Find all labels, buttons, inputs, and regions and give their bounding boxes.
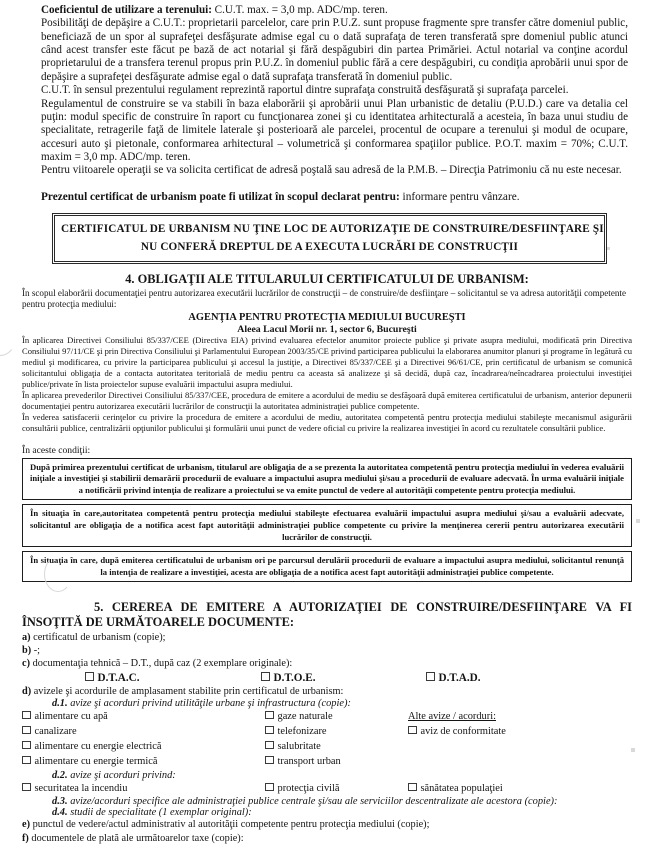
checkbox-water-supply-label: alimentare cu apă: [34, 711, 108, 723]
sub-item-d2-label: d.2.: [52, 770, 68, 782]
section-5-heading-line-1: 5. CEREREA DE EMITERE A AUTORIZAŢIEI DE CONSTRUIRE/DESFIINŢARE VA FI: [94, 600, 632, 615]
document-item-f-text: documentele de plată ale următoarelor taxe (copie):: [28, 832, 244, 844]
document-item-d: [22, 685, 632, 698]
paragraph-cut-exceedance: Posibilităţi de depăşire a C.U.T.: proprietarii parcelelor, care prin P.U.Z. sunt propuse fragmente spre transfer către domeniul public, beneficiază de un spor al suprafeţei desfăşurate admise egal cu o dată suprafaţa de teren transferată spre domeniul public atunci când acest transfer este făcut pe bază de act notarial şi fără despăgubiri din partea Primăriei. Actul notarial va conţine acordul proprietarului de a transfera terenul propus prin P.U.Z. în domeniul public fără a cere despăgubiri, cu condiţia aprobării unui spor de depăşire a suprafeţei desfăşurate admise egal o dată suprafaţa transferată în domeniul public.: [41, 17, 628, 83]
document-item-b-text: -;: [31, 644, 41, 656]
sub-item-d1-text: avize şi acorduri privind utilităţile urbane şi infrastructura (copie):: [67, 698, 351, 710]
document-item-a-text: certificatul de urbanism (copie);: [30, 631, 166, 643]
checkbox-conformity-approval-box[interactable]: [408, 726, 417, 735]
document-item-e: [22, 818, 632, 831]
checkbox-sewerage-box[interactable]: [22, 726, 31, 735]
checkbox-dtad-cell[interactable]: [426, 672, 632, 684]
checkbox-conformity-approval[interactable]: [408, 724, 632, 739]
notice-box-initial-evaluation-text: După primirea prezentului certificat de urbanism, titularul are obligaţia de a se prezenta la autoritatea competentă pentru protecţia mediului în vederea evaluării iniţiale a investiţiei şi stabilirii demarării procedurii de evaluare a impactului asupra mediului şi/sau a procedurii de evaluare adecvată. În urma evaluării iniţiale a notificării privind intenţia de realizare a proiectului se va emite punctul de vedere al autorităţii competente pentru protecţia mediului.: [30, 461, 624, 495]
paragraph-cut-definition: C.U.T. în sensul prezentului regulament reprezintă raportul dintre suprafaţa construită desfăşurată şi suprafaţa parcelei.: [41, 84, 569, 97]
checkbox-natural-gas-label: gaze naturale: [277, 711, 333, 723]
certificate-disclaimer-banner: [54, 215, 605, 262]
certificate-disclaimer-line-2: NU CONFERĂ DREPTUL DE A EXECUTA LUCRĂRI DE CONSTRUCŢII: [140, 240, 519, 253]
other-approvals-heading: Alte avize / acorduri:: [408, 711, 496, 723]
sub-item-d4: [22, 807, 632, 818]
document-item-b-label: b): [22, 644, 32, 656]
checkbox-urban-transport-label: transport urban: [277, 756, 341, 768]
sub-item-d2-text: avize şi acorduri privind:: [67, 770, 176, 782]
notice-box-withdrawal: [22, 551, 632, 582]
checkbox-public-health-label: sănătatea populaţiei: [420, 783, 503, 795]
certificate-disclaimer-line-1: CERTIFICATUL DE URBANISM NU ŢINE LOC DE AUTORIZAŢIE DE CONSTRUIRE/DESFIINŢARE ŞI: [61, 222, 604, 235]
checkbox-fire-safety[interactable]: [22, 781, 265, 796]
usage-declaration-label: Prezentul certificat de urbanism poate fi utilizat în scopul declarat pentru:: [41, 190, 400, 203]
checkbox-dtad-box[interactable]: [426, 672, 435, 681]
checkbox-dtac-box[interactable]: [85, 672, 94, 681]
checkbox-public-health-box[interactable]: [408, 783, 417, 792]
utilities-row-2: [22, 724, 632, 739]
checkbox-sanitation[interactable]: [265, 739, 408, 754]
utilities-row-4: [22, 754, 632, 769]
environment-agency-address: Aleea Lacul Morii nr. 1, sector 6, Bucureşti: [237, 323, 417, 335]
checkbox-thermal-power-box[interactable]: [22, 756, 31, 765]
environment-agency-name: AGENŢIA PENTRU PROTECŢIA MEDIULUI BUCUREŞTI: [188, 311, 466, 323]
scan-artifact-speck-3: [607, 247, 610, 250]
section-5-heading-line-2: ÎNSOŢITĂ DE URMĂTOARELE DOCUMENTE:: [22, 615, 295, 630]
paragraph-cut-coefficient: [41, 4, 628, 17]
sub-item-d4-text: studii de specialitate (1 exemplar original):: [67, 807, 252, 819]
checkbox-urban-transport[interactable]: [265, 754, 408, 769]
notice-box-initial-evaluation: [22, 458, 632, 501]
utilities-row-3-spacer: [408, 739, 632, 754]
checkbox-dtac-cell[interactable]: [22, 672, 261, 684]
document-item-f-label: f): [22, 832, 29, 844]
notice-box-impact-assessment: [22, 504, 632, 547]
section-4-intro: În scopul elaborării documentaţiei pentru autorizarea executării lucrărilor de construcţii – de construire/de desfiinţare – solicitantul se va adresa autorităţii competente pentru protecţia mediului:: [22, 287, 626, 310]
scan-artifact-speck: [636, 519, 640, 523]
checkbox-sewerage-label: canalizare: [34, 726, 77, 738]
checkbox-sewerage[interactable]: [22, 724, 265, 739]
checkbox-public-health[interactable]: [408, 781, 632, 796]
section-4-heading: 4. OBLIGAŢII ALE TITULARULUI CERTIFICATULUI DE URBANISM:: [125, 271, 529, 286]
document-item-a: [22, 631, 632, 644]
checkbox-dtoe-box[interactable]: [261, 672, 270, 681]
checkbox-civil-protection[interactable]: [265, 781, 408, 796]
document-item-d-label: d): [22, 685, 32, 697]
notice-box-withdrawal-text: În situaţia în care, după emiterea certificatului de urbanism ori pe parcursul derulării procedurii de evaluare a impactului asupra mediului, solicitantul renunţă la intenţia de realizare a investiţiei, acesta are obligaţia de a notifica acest fapt autorităţii administraţiei publice competente.: [30, 555, 624, 577]
section-4-fine-paragraph-3: În vederea satisfacerii cerinţelor cu privire la procedura de emitere a acordului de mediu, autoritatea competentă pentru protecţia mediului stabileşte mecanismul asigurării consultării publice, centralizării opţiunilor publicului şi formulării unui punct de vedere oficial cu privire la realizarea investiţiei în acord cu rezultatele consultării publice.: [22, 411, 632, 433]
checkbox-telephony[interactable]: [265, 724, 408, 739]
sub-item-d3-label: d.3.: [52, 796, 68, 808]
checkbox-fire-safety-label: securitatea la incendiu: [34, 783, 128, 795]
checkbox-water-supply-box[interactable]: [22, 711, 31, 720]
checkbox-telephony-label: telefonizare: [277, 726, 327, 738]
notice-box-impact-assessment-text: În situaţia în care,autoritatea competentă pentru protecţia mediului stabileşte efectuarea evaluării impactului asupra mediului şi/sau a evaluării adecvate, solicitantul are obligaţia de a notifica acest fapt autorităţii administraţiei publice competente cu privire la menţinerea cererii pentru autorizarea executării lucrărilor de construcţii.: [30, 508, 624, 542]
urbanism-rules-block: [22, 4, 632, 178]
checkbox-electric-power-box[interactable]: [22, 741, 31, 750]
document-item-c-label: c): [22, 658, 30, 670]
checkbox-thermal-power-label: alimentare cu energie termică: [34, 756, 158, 768]
sub-item-d2: [22, 770, 632, 781]
checkbox-thermal-power[interactable]: [22, 754, 265, 769]
scan-artifact-arc: [0, 310, 18, 356]
document-item-c-text: documentaţia tehnică – D.T., după caz (2 exemplare originale):: [30, 658, 293, 670]
safety-approvals-row: [22, 781, 632, 796]
paragraph-future-operations: Pentru viitoarele operaţii se va solicita certificat de adresă poştală sau adresă de la P.M.B. – Direcţia Patrimoniu că nu este necesar.: [41, 164, 622, 177]
utilities-row-4-spacer: [408, 754, 632, 769]
utilities-row-1: [22, 709, 632, 724]
checkbox-electric-power-label: alimentare cu energie electrică: [34, 741, 162, 753]
checkbox-sanitation-box[interactable]: [265, 741, 274, 750]
paragraph-building-regulation: Regulamentul de construire se va stabili în baza elaborării şi aprobării unui Plan urbanistic de detaliu (P.U.D.) care va detalia cel puţin: modul specific de construire în raport cu funcţionarea zonei şi cu identitatea arhitecturală a acesteia, în baza unui studiu de specialitate, retragerile faţă de limitele laterale şi posterioară ale parcelei, procentul de ocupare a terenului şi modul de ocupare, accesuri auto şi pietonale, conformarea arhitectural – volumetrică şi conformarea spaţiilor publice. P.O.T. maxim = 70%; C.U.T. maxim = 3,0 mp. ADC/mp. teren.: [41, 97, 628, 163]
section-5-heading: [22, 600, 632, 630]
sub-item-d1: [22, 698, 632, 709]
checkbox-water-supply[interactable]: [22, 709, 265, 724]
document-item-e-text: punctul de vedere/actul administrativ al autorităţii competente pentru protecţia mediului (copie);: [30, 819, 430, 831]
checkbox-civil-protection-box[interactable]: [265, 783, 274, 792]
checkbox-dtac-label: D.T.A.C.: [97, 671, 140, 684]
document-item-d-text: avizele şi acordurile de amplasament stabilite prin certificatul de urbanism:: [31, 685, 344, 697]
checkbox-urban-transport-box[interactable]: [265, 756, 274, 765]
checkbox-natural-gas-box[interactable]: [265, 711, 274, 720]
checkbox-dtoe-label: D.T.O.E.: [273, 671, 316, 684]
cut-coefficient-value: C.U.T. max. = 3,0 mp. ADC/mp. teren.: [211, 4, 388, 16]
document-item-c: [22, 657, 632, 670]
checkbox-dtoe-cell[interactable]: [261, 672, 426, 684]
checkbox-dtad-label: D.T.A.D.: [438, 671, 481, 684]
conditions-label: În aceste condiţii:: [22, 444, 91, 456]
utilities-row-3: [22, 739, 632, 754]
sub-item-d3: [22, 796, 632, 807]
document-item-a-label: a): [22, 631, 31, 643]
checkbox-electric-power[interactable]: [22, 739, 265, 754]
document-item-b: [22, 644, 632, 657]
checkbox-telephony-box[interactable]: [265, 726, 274, 735]
checkbox-fire-safety-box[interactable]: [22, 783, 31, 792]
usage-declaration-value: informare pentru vânzare.: [399, 190, 520, 203]
sub-item-d3-text: avize/acorduri specifice ale administraţiei publice centrale şi/sau ale serviciilor descentralizate ale acestora (copie):: [67, 796, 558, 808]
checkbox-conformity-approval-label: aviz de conformitate: [420, 726, 506, 738]
section-4-fine-paragraph-1: În aplicarea Directivei Consiliului 85/337/CEE (Directiva EIA) privind evaluarea efectelor anumitor proiecte publice şi private asupra mediului, modificată prin Directiva Consiliului 97/11/CE şi prin Directiva Consiliului şi Parlamentului European 2003/35/CE privind participarea publicului la elaborarea anumitor planuri şi programe în legătură cu mediul şi modificarea, cu privire la participarea publicului şi accesul la justiţie, a Directivei 85/337/CEE şi a Directivei 96/61/CE, prin certificatul de urbanism se comunică solicitantului obligaţia de a contacta autoritatea teritorială de mediu pentru ca aceasta să analizeze şi să decidă, după caz, încadrarea/neîncadrarea proiectului investiţiei publice/private în lista proiectelor supuse evaluării impactului asupra mediului.: [22, 334, 632, 389]
document-item-e-label: e): [22, 819, 30, 831]
dt-options-row: [22, 672, 632, 684]
document-item-f: [22, 832, 632, 845]
sub-item-d1-label: d.1.: [52, 698, 68, 710]
checkbox-civil-protection-label: protecţia civilă: [277, 783, 340, 795]
section-4-fine-paragraph-2: În aplicarea prevederilor Directivei Consiliului 85/337/CEE, procedura de emitere a acordului de mediu se desfăşoară după emiterea certificatului de urbanism, anterior depunerii documentaţiei pentru autorizarea executării lucrărilor de construcţii la autoritatea administraţiei publice competente.: [22, 389, 632, 411]
cut-coefficient-label: Coeficientul de utilizare a terenului:: [41, 4, 212, 16]
checkbox-natural-gas[interactable]: [265, 709, 408, 724]
checkbox-sanitation-label: salubritate: [277, 741, 321, 753]
usage-declaration: [22, 191, 632, 203]
sub-item-d4-label: d.4.: [52, 807, 68, 819]
